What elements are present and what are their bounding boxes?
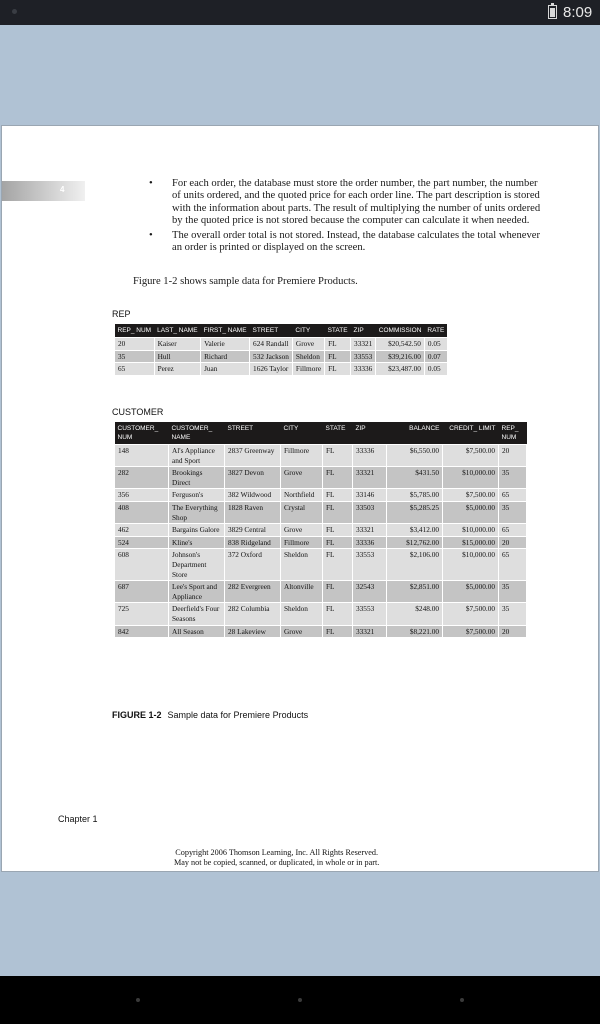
table-row bbox=[115, 581, 527, 603]
table-cell: Lee's Sport and Appliance bbox=[169, 581, 225, 603]
table-cell: The Everything Shop bbox=[169, 501, 225, 523]
table-cell: $431.50 bbox=[387, 467, 443, 489]
column-header: LAST_ NAME bbox=[154, 324, 200, 338]
table-cell: 33553 bbox=[353, 603, 387, 625]
navigation-bar bbox=[0, 976, 600, 1024]
table-cell: 842 bbox=[115, 625, 169, 638]
table-cell: Crystal bbox=[281, 501, 323, 523]
bullet-item: • The overall order total is not stored. Instead, the database calculates the total whenever an order is printed or displayed on the screen. bbox=[149, 230, 549, 255]
table-cell: 382 Wildwood bbox=[225, 489, 281, 502]
bullet-list bbox=[149, 178, 549, 256]
table-cell: $5,285.25 bbox=[387, 501, 443, 523]
table-cell: Grove bbox=[292, 338, 324, 351]
table-cell: 65 bbox=[499, 489, 527, 502]
table-cell: 0.05 bbox=[424, 363, 447, 376]
table-cell: 725 bbox=[115, 603, 169, 625]
table-cell: 33336 bbox=[353, 445, 387, 467]
column-header: CITY bbox=[292, 324, 324, 338]
table-cell: FL bbox=[323, 581, 353, 603]
table-cell: Deerfield's Four Seasons bbox=[169, 603, 225, 625]
rep-table-title: REP bbox=[112, 309, 131, 319]
table-cell: $10,000.00 bbox=[443, 549, 499, 581]
table-row bbox=[115, 489, 527, 502]
table-row bbox=[115, 625, 527, 638]
table-cell: Bargains Galore bbox=[169, 524, 225, 537]
table-cell: 608 bbox=[115, 549, 169, 581]
intro-sentence: Figure 1-2 shows sample data for Premiere Products. bbox=[133, 276, 358, 287]
copyright-line: Copyright 2006 Thomson Learning, Inc. All Rights Reserved. bbox=[175, 848, 378, 857]
table-row bbox=[115, 338, 448, 351]
column-header: ZIP bbox=[351, 324, 376, 338]
table-cell: 0.05 bbox=[424, 338, 447, 351]
table-cell: 3829 Central bbox=[225, 524, 281, 537]
table-cell: 624 Randall bbox=[250, 338, 293, 351]
table-row bbox=[115, 549, 527, 581]
table-cell: 35 bbox=[499, 501, 527, 523]
table-cell: 524 bbox=[115, 536, 169, 549]
table-cell: 33321 bbox=[353, 524, 387, 537]
table-cell: 65 bbox=[499, 524, 527, 537]
table-row bbox=[115, 536, 527, 549]
column-header: STATE bbox=[323, 422, 353, 445]
table-cell: 282 bbox=[115, 467, 169, 489]
table-cell: 462 bbox=[115, 524, 169, 537]
table-cell: FL bbox=[323, 524, 353, 537]
table-cell: Sheldon bbox=[281, 549, 323, 581]
table-cell: $3,412.00 bbox=[387, 524, 443, 537]
table-cell: 65 bbox=[115, 363, 155, 376]
table-cell: $5,785.00 bbox=[387, 489, 443, 502]
table-cell: Northfield bbox=[281, 489, 323, 502]
table-cell: 1828 Raven bbox=[225, 501, 281, 523]
table-cell: 33336 bbox=[353, 536, 387, 549]
table-cell: 65 bbox=[499, 549, 527, 581]
bullet-item: • For each order, the database must store the order number, the part number, the number of units ordered, and the quoted price for each order line. The part description is stored with the information about parts. The result of multiplying the number of units ordered by the quoted price is not stored because the computer can calculate it when needed. bbox=[149, 178, 549, 228]
table-cell: $12,762.00 bbox=[387, 536, 443, 549]
column-header: ZIP bbox=[353, 422, 387, 445]
column-header: CITY bbox=[281, 422, 323, 445]
table-row bbox=[115, 467, 527, 489]
table-cell: $8,221.00 bbox=[387, 625, 443, 638]
column-header: STREET bbox=[250, 324, 293, 338]
figure-caption-label: FIGURE 1-2 bbox=[112, 710, 162, 720]
table-cell: Hull bbox=[154, 350, 200, 363]
table-cell: 408 bbox=[115, 501, 169, 523]
table-cell: $2,106.00 bbox=[387, 549, 443, 581]
battery-icon bbox=[548, 5, 557, 19]
table-cell: 33336 bbox=[351, 363, 376, 376]
table-row bbox=[115, 350, 448, 363]
column-header: BALANCE bbox=[387, 422, 443, 445]
figure-caption-text: Sample data for Premiere Products bbox=[167, 710, 309, 720]
table-cell: 372 Oxford bbox=[225, 549, 281, 581]
table-cell: 33146 bbox=[353, 489, 387, 502]
table-cell: Kaiser bbox=[154, 338, 200, 351]
table-cell: 28 Lakeview bbox=[225, 625, 281, 638]
table-row bbox=[115, 524, 527, 537]
table-cell: Fillmore bbox=[281, 536, 323, 549]
table-cell: 35 bbox=[499, 603, 527, 625]
table-cell: 3827 Devon bbox=[225, 467, 281, 489]
table-row bbox=[115, 603, 527, 625]
table-cell: Fillmore bbox=[292, 363, 324, 376]
table-cell: FL bbox=[325, 363, 351, 376]
table-cell: $248.00 bbox=[387, 603, 443, 625]
column-header: RATE bbox=[424, 324, 447, 338]
table-cell: Altonville bbox=[281, 581, 323, 603]
table-cell: FL bbox=[325, 350, 351, 363]
copyright-line: May not be copied, scanned, or duplicated, in whole or in part. bbox=[174, 858, 380, 867]
notification-dot-icon bbox=[12, 9, 17, 14]
table-cell: 32543 bbox=[353, 581, 387, 603]
table-cell: Sheldon bbox=[292, 350, 324, 363]
table-cell: $7,500.00 bbox=[443, 625, 499, 638]
table-cell: $7,500.00 bbox=[443, 489, 499, 502]
table-cell: 838 Ridgeland bbox=[225, 536, 281, 549]
table-cell: 35 bbox=[499, 467, 527, 489]
table-cell: Grove bbox=[281, 625, 323, 638]
table-cell: Sheldon bbox=[281, 603, 323, 625]
table-cell: $7,500.00 bbox=[443, 445, 499, 467]
table-cell: FL bbox=[323, 536, 353, 549]
status-bar bbox=[0, 0, 600, 25]
table-cell: Brookings Direct bbox=[169, 467, 225, 489]
table-cell: FL bbox=[323, 445, 353, 467]
table-cell: 20 bbox=[499, 536, 527, 549]
column-header: CUSTOMER_ NAME bbox=[169, 422, 225, 445]
column-header: CREDIT_ LIMIT bbox=[443, 422, 499, 445]
table-cell: $39,216.00 bbox=[376, 350, 425, 363]
customer-table-title: CUSTOMER bbox=[112, 407, 164, 417]
table-cell: Al's Appliance and Sport bbox=[169, 445, 225, 467]
table-cell: $7,500.00 bbox=[443, 603, 499, 625]
rep-table bbox=[114, 324, 448, 376]
clock: 8:09 bbox=[563, 4, 593, 21]
table-cell: 282 Evergreen bbox=[225, 581, 281, 603]
table-row bbox=[115, 363, 448, 376]
table-cell: Grove bbox=[281, 524, 323, 537]
table-cell: FL bbox=[323, 489, 353, 502]
table-cell: Perez bbox=[154, 363, 200, 376]
table-cell: FL bbox=[323, 603, 353, 625]
table-cell: 2837 Greenway bbox=[225, 445, 281, 467]
table-cell: $10,000.00 bbox=[443, 524, 499, 537]
table-cell: 33553 bbox=[351, 350, 376, 363]
table-cell: 356 bbox=[115, 489, 169, 502]
table-cell: 20 bbox=[115, 338, 155, 351]
column-header: CUSTOMER_ NUM bbox=[115, 422, 169, 445]
table-cell: $15,000.00 bbox=[443, 536, 499, 549]
table-cell: 148 bbox=[115, 445, 169, 467]
table-cell: 20 bbox=[499, 445, 527, 467]
column-header: REP_ NUM bbox=[499, 422, 527, 445]
table-cell: Kline's bbox=[169, 536, 225, 549]
table-cell: 33321 bbox=[353, 625, 387, 638]
table-row bbox=[115, 501, 527, 523]
table-cell: 35 bbox=[115, 350, 155, 363]
back-button-icon[interactable] bbox=[136, 998, 140, 1002]
table-cell: 33503 bbox=[353, 501, 387, 523]
table-cell: Fillmore bbox=[281, 445, 323, 467]
figure-caption bbox=[112, 710, 308, 720]
table-cell: $6,550.00 bbox=[387, 445, 443, 467]
table-cell: FL bbox=[323, 549, 353, 581]
table-cell: $23,487.00 bbox=[376, 363, 425, 376]
table-cell: Ferguson's bbox=[169, 489, 225, 502]
table-cell: $5,000.00 bbox=[443, 501, 499, 523]
page-number-tab bbox=[2, 181, 85, 201]
table-cell: All Season bbox=[169, 625, 225, 638]
column-header: STREET bbox=[225, 422, 281, 445]
table-cell: $2,851.00 bbox=[387, 581, 443, 603]
column-header: COMMISSION bbox=[376, 324, 425, 338]
table-cell: Grove bbox=[281, 467, 323, 489]
table-cell: 33553 bbox=[353, 549, 387, 581]
table-cell: $5,000.00 bbox=[443, 581, 499, 603]
table-cell: Valerie bbox=[201, 338, 250, 351]
chapter-label: Chapter 1 bbox=[58, 814, 98, 824]
table-cell: 33321 bbox=[351, 338, 376, 351]
page-number: 4 bbox=[60, 185, 65, 194]
table-cell: $10,000.00 bbox=[443, 467, 499, 489]
home-button-icon[interactable] bbox=[298, 998, 302, 1002]
column-header: REP_ NUM bbox=[115, 324, 155, 338]
table-cell: 20 bbox=[499, 625, 527, 638]
table-cell: FL bbox=[323, 467, 353, 489]
table-cell: Johnson's Department Store bbox=[169, 549, 225, 581]
column-header: STATE bbox=[325, 324, 351, 338]
table-cell: 33321 bbox=[353, 467, 387, 489]
column-header: FIRST_ NAME bbox=[201, 324, 250, 338]
customer-table bbox=[114, 422, 527, 638]
table-cell: 35 bbox=[499, 581, 527, 603]
table-cell: 532 Jackson bbox=[250, 350, 293, 363]
recents-button-icon[interactable] bbox=[460, 998, 464, 1002]
table-cell: FL bbox=[325, 338, 351, 351]
table-cell: 1626 Taylor bbox=[250, 363, 293, 376]
table-cell: FL bbox=[323, 625, 353, 638]
copyright-notice bbox=[174, 848, 379, 868]
table-row bbox=[115, 445, 527, 467]
table-cell: 687 bbox=[115, 581, 169, 603]
book-page[interactable] bbox=[1, 125, 599, 872]
table-cell: 0.07 bbox=[424, 350, 447, 363]
table-cell: 282 Columbia bbox=[225, 603, 281, 625]
table-cell: Juan bbox=[201, 363, 250, 376]
table-cell: FL bbox=[323, 501, 353, 523]
table-cell: Richard bbox=[201, 350, 250, 363]
table-cell: $20,542.50 bbox=[376, 338, 425, 351]
